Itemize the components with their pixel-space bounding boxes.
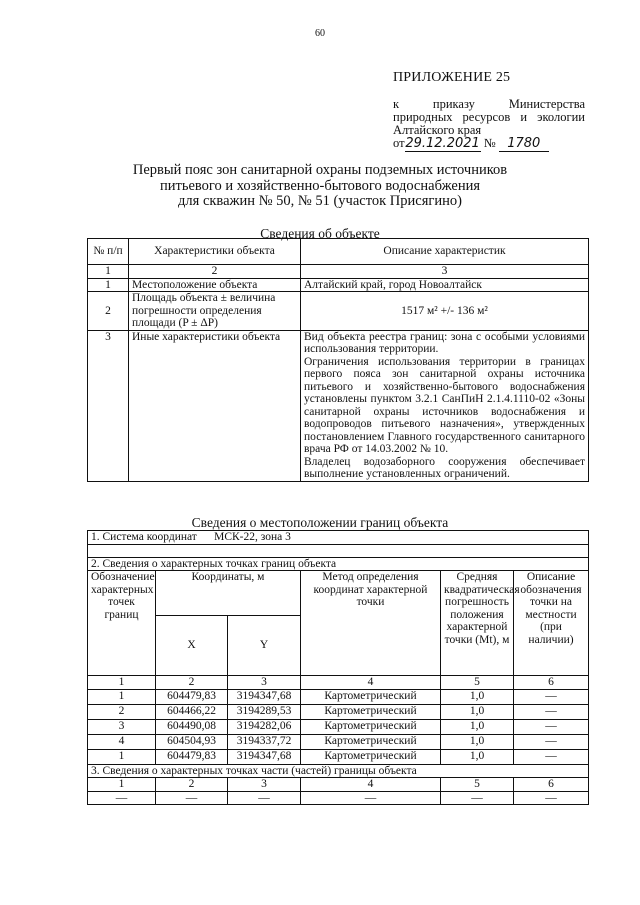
index-cell: 5 [441, 778, 514, 792]
table-row [88, 704, 589, 719]
row-num: 3 [88, 330, 129, 481]
part-points-section-title: 3. Сведения о характерных точках части (частей) границы объекта [88, 764, 589, 778]
point-y: 3194347,68 [228, 689, 301, 704]
row-value: 1517 м² +/- 136 м² [301, 292, 589, 331]
order-reference: к приказу Министерства природных ресурсов и экологии Алтайского края [393, 97, 585, 137]
point-x: 604504,93 [156, 734, 228, 749]
index-cell: 2 [156, 778, 228, 792]
points-section-title: 2. Сведения о характерных точках границ объекта [88, 557, 589, 571]
table-row [88, 719, 589, 734]
document-title [120, 163, 520, 210]
section-location-title: Сведения о местоположении границ объекта [191, 515, 449, 530]
index-cell: 1 [88, 265, 129, 279]
paragraph: Владелец водозаборного сооружения обеспечивает выполнение установленных ограничений. [304, 455, 585, 480]
point-desc: — [514, 689, 589, 704]
point-x: 604466,22 [156, 704, 228, 719]
row-name: Площадь объекта ± величина погрешности определения площади (P ± ΔP) [129, 292, 301, 331]
index-cell: 6 [514, 778, 589, 792]
coord-system-label: 1. Система координат [91, 531, 197, 543]
point-x: 604490,08 [156, 719, 228, 734]
index-cell: 6 [514, 676, 589, 690]
order-date-line [393, 136, 549, 152]
header-characteristic: Характеристики объекта [129, 239, 301, 265]
index-cell: 2 [129, 265, 301, 279]
index-cell: 4 [301, 676, 441, 690]
point-id: 2 [88, 704, 156, 719]
coord-system-row [88, 531, 589, 545]
index-cell: 5 [441, 676, 514, 690]
date-prefix: от [393, 136, 405, 150]
row-value: Алтайский край, город Новоалтайск [301, 278, 589, 292]
paragraph: Вид объекта реестра границ: зона с особыми условиями использования территории. [304, 330, 585, 355]
row-value-other [301, 330, 589, 481]
empty-cell: — [301, 791, 441, 805]
header-coords: Координаты, м [156, 571, 301, 616]
index-cell: 4 [301, 778, 441, 792]
row-num: 1 [88, 278, 129, 292]
point-mt: 1,0 [441, 749, 514, 764]
header-description: Описание характеристик [301, 239, 589, 265]
empty-cell: — [441, 791, 514, 805]
empty-cell: — [156, 791, 228, 805]
index-cell: 1 [88, 778, 156, 792]
point-desc: — [514, 704, 589, 719]
document-title-line: для скважин № 50, № 51 (участок Присягино) [178, 193, 462, 209]
point-mt: 1,0 [441, 734, 514, 749]
point-id: 1 [88, 749, 156, 764]
point-y: 3194289,53 [228, 704, 301, 719]
blank-row [88, 544, 589, 557]
header-method: Метод определения координат характерной точки [301, 571, 441, 676]
point-method: Картометрический [301, 704, 441, 719]
number-prefix: № [483, 136, 496, 150]
point-id: 1 [88, 689, 156, 704]
point-y: 3194347,68 [228, 749, 301, 764]
handwritten-number: 1780 [499, 136, 549, 152]
point-id: 4 [88, 734, 156, 749]
document-title-line: Первый пояс зон санитарной охраны подземных источников [132, 162, 508, 178]
index-cell: 3 [301, 265, 589, 279]
point-method: Картометрический [301, 734, 441, 749]
empty-cell: — [228, 791, 301, 805]
section-object-title: Сведения об объекте [260, 226, 380, 241]
row-name: Местоположение объекта [129, 278, 301, 292]
point-desc: — [514, 719, 589, 734]
point-x: 604479,83 [156, 689, 228, 704]
point-id: 3 [88, 719, 156, 734]
point-y: 3194282,06 [228, 719, 301, 734]
point-method: Картометрический [301, 749, 441, 764]
header-num: № п/п [88, 239, 129, 265]
table-row [88, 734, 589, 749]
empty-cell: — [514, 791, 589, 805]
page-number: 60 [315, 28, 325, 39]
coord-system-value: МСК-22, зона 3 [214, 531, 291, 543]
point-method: Картометрический [301, 689, 441, 704]
point-x: 604479,83 [156, 749, 228, 764]
table-row [88, 689, 589, 704]
index-cell: 3 [228, 676, 301, 690]
object-info-table [87, 238, 589, 482]
header-point: Обозначение характерных точек границ [88, 571, 156, 676]
handwritten-date: 29.12.2021 [405, 136, 480, 151]
empty-cell: — [88, 791, 156, 805]
header-error: Средняя квадратическая погрешность положения характерной точки (Mt), м [441, 571, 514, 676]
table-row [88, 749, 589, 764]
index-cell: 3 [228, 778, 301, 792]
appendix-title: ПРИЛОЖЕНИЕ 25 [393, 70, 511, 85]
point-method: Картометрический [301, 719, 441, 734]
boundary-points-table [87, 530, 589, 805]
index-cell: 1 [88, 676, 156, 690]
paragraph: Ограничения использования территории в границах первого пояса зон санитарной охраны источника питьевого и хозяйственно-бытового водоснабжения установлены пунктом 3.2.1 СанПиН 2.1.4.1110-02 «Зоны санитарной охраны источников водоснабжения и водопроводов питьевого назначения», утвержденных постановлением Главного государственного санитарного врача РФ от 14.03.2002 № 10. [304, 355, 585, 455]
row-num: 2 [88, 292, 129, 331]
header-x: X [156, 616, 228, 676]
point-y: 3194337,72 [228, 734, 301, 749]
index-cell: 2 [156, 676, 228, 690]
point-mt: 1,0 [441, 704, 514, 719]
row-name: Иные характеристики объекта [129, 330, 301, 481]
point-mt: 1,0 [441, 719, 514, 734]
header-y: Y [228, 616, 301, 676]
point-mt: 1,0 [441, 689, 514, 704]
document-title-line: питьевого и хозяйственно-бытового водоснабжения [159, 177, 481, 194]
point-desc: — [514, 749, 589, 764]
header-description: Описание обозначения точки на местности (при наличии) [514, 571, 589, 676]
point-desc: — [514, 734, 589, 749]
